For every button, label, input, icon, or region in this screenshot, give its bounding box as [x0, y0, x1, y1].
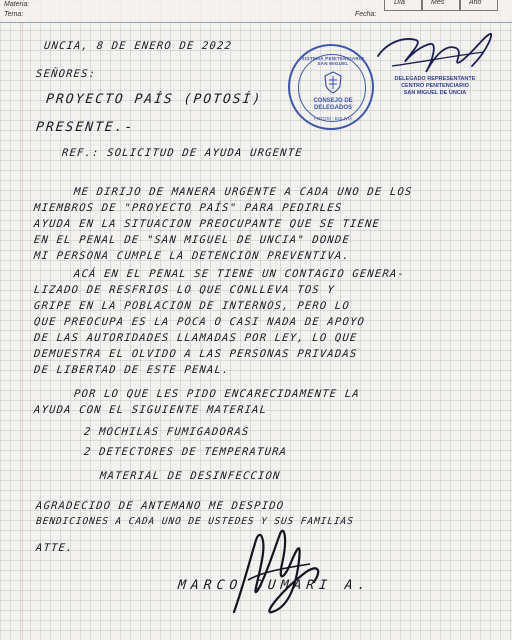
material-item: 2 DETECTORES DE TEMPERATURA [83, 446, 288, 458]
body-line: AYUDA CON EL SIGUIENTE MATERIAL [33, 404, 268, 416]
ano-label: Año [469, 0, 482, 6]
closing-line: AGRADECIDO DE ANTEMANO ME DESPIDO [35, 500, 285, 512]
stamp-top-text: SISTEMA PENITENCIARIO SAN MIGUEL [301, 56, 365, 66]
body-line: AYUDA EN LA SITUACION PREOCUPANTE QUE SE TIENE [33, 218, 381, 230]
body-line: POR LO QUE LES PIDO ENCARECIDAMENTE LA [73, 388, 361, 400]
recipient: PROYECTO PAÍS (POTOSÍ) [45, 92, 263, 107]
closing-line: BENDICIONES A CADA UNO DE USTEDES Y SUS FAMILIAS [35, 516, 355, 527]
material-item: MATERIAL DE DESINFECCION [99, 470, 282, 482]
reference-line: REF.: SOLICITUD DE AYUDA URGENTE [61, 147, 304, 159]
delegate-block [376, 76, 494, 97]
body-line: LIZADO DE RESFRIOS LO QUE CONLLEVA TOS Y [33, 284, 336, 296]
salutation: SEÑORES: [35, 68, 97, 80]
dia-label: Día [394, 0, 405, 6]
atte: ATTE. [35, 542, 75, 554]
materia-label: Materia: [4, 1, 30, 8]
fecha-label: Fecha: [355, 11, 377, 18]
margin-line [22, 22, 23, 640]
mes-label: Mes [431, 0, 445, 6]
body-line: MIEMBROS DE "PROYECTO PAÍS" PARA PEDIRLES [33, 202, 344, 214]
stamp-middle-text: CONSEJO DE DELEGADOS [313, 98, 353, 111]
body-line: EN EL PENAL DE "SAN MIGUEL DE UNCIA" DONDE [33, 234, 351, 246]
stamp-bottom-text: POTOSÍ - BOLIVIA [313, 116, 353, 121]
delegate-line: DELEGADO REPRESENTANTE [394, 76, 476, 82]
material-item: 2 MOCHILAS FUMIGADORAS [83, 426, 251, 438]
coat-of-arms-icon [322, 70, 344, 94]
delegate-line: CENTRO PENITENCIARIO [401, 83, 469, 89]
consejo-delegados-stamp [288, 44, 374, 130]
body-line: ME DIRIJO DE MANERA URGENTE A CADA UNO DE LOS [73, 186, 414, 198]
body-line: QUE PREOCUPA ES LA POCA O CASI NADA DE APOYO [33, 316, 366, 328]
body-line: DEMUESTRA EL OLVIDO A LAS PERSONAS PRIVADAS [33, 348, 359, 360]
body-line: DE LIBERTAD DE ESTE PENAL. [33, 364, 231, 376]
signer-name: MARCO DUMARI A. [177, 578, 372, 593]
presente: PRESENTE.- [35, 120, 136, 135]
signature-scribble-bottom [222, 520, 332, 620]
body-line: DE LAS AUTORIDADES LLAMADAS POR LEY, LO QUE [33, 332, 359, 344]
body-line: ACÁ EN EL PENAL SE TIENE UN CONTAGIO GENERA- [73, 268, 406, 280]
delegate-line: SAN MIGUEL DE UNCIA [403, 90, 467, 96]
notebook-header [0, 0, 512, 23]
letter-date: UNCIA, 8 DE ENERO DE 2022 [43, 40, 233, 52]
body-line: GRIPE EN LA POBLACION DE INTERNOS, PERO LO [33, 300, 351, 312]
signature-scribble-delegate [372, 26, 500, 82]
tema-label: Tema: [4, 11, 24, 18]
body-line: MI PERSONA CUMPLE LA DETENCION PREVENTIVA. [33, 250, 351, 262]
